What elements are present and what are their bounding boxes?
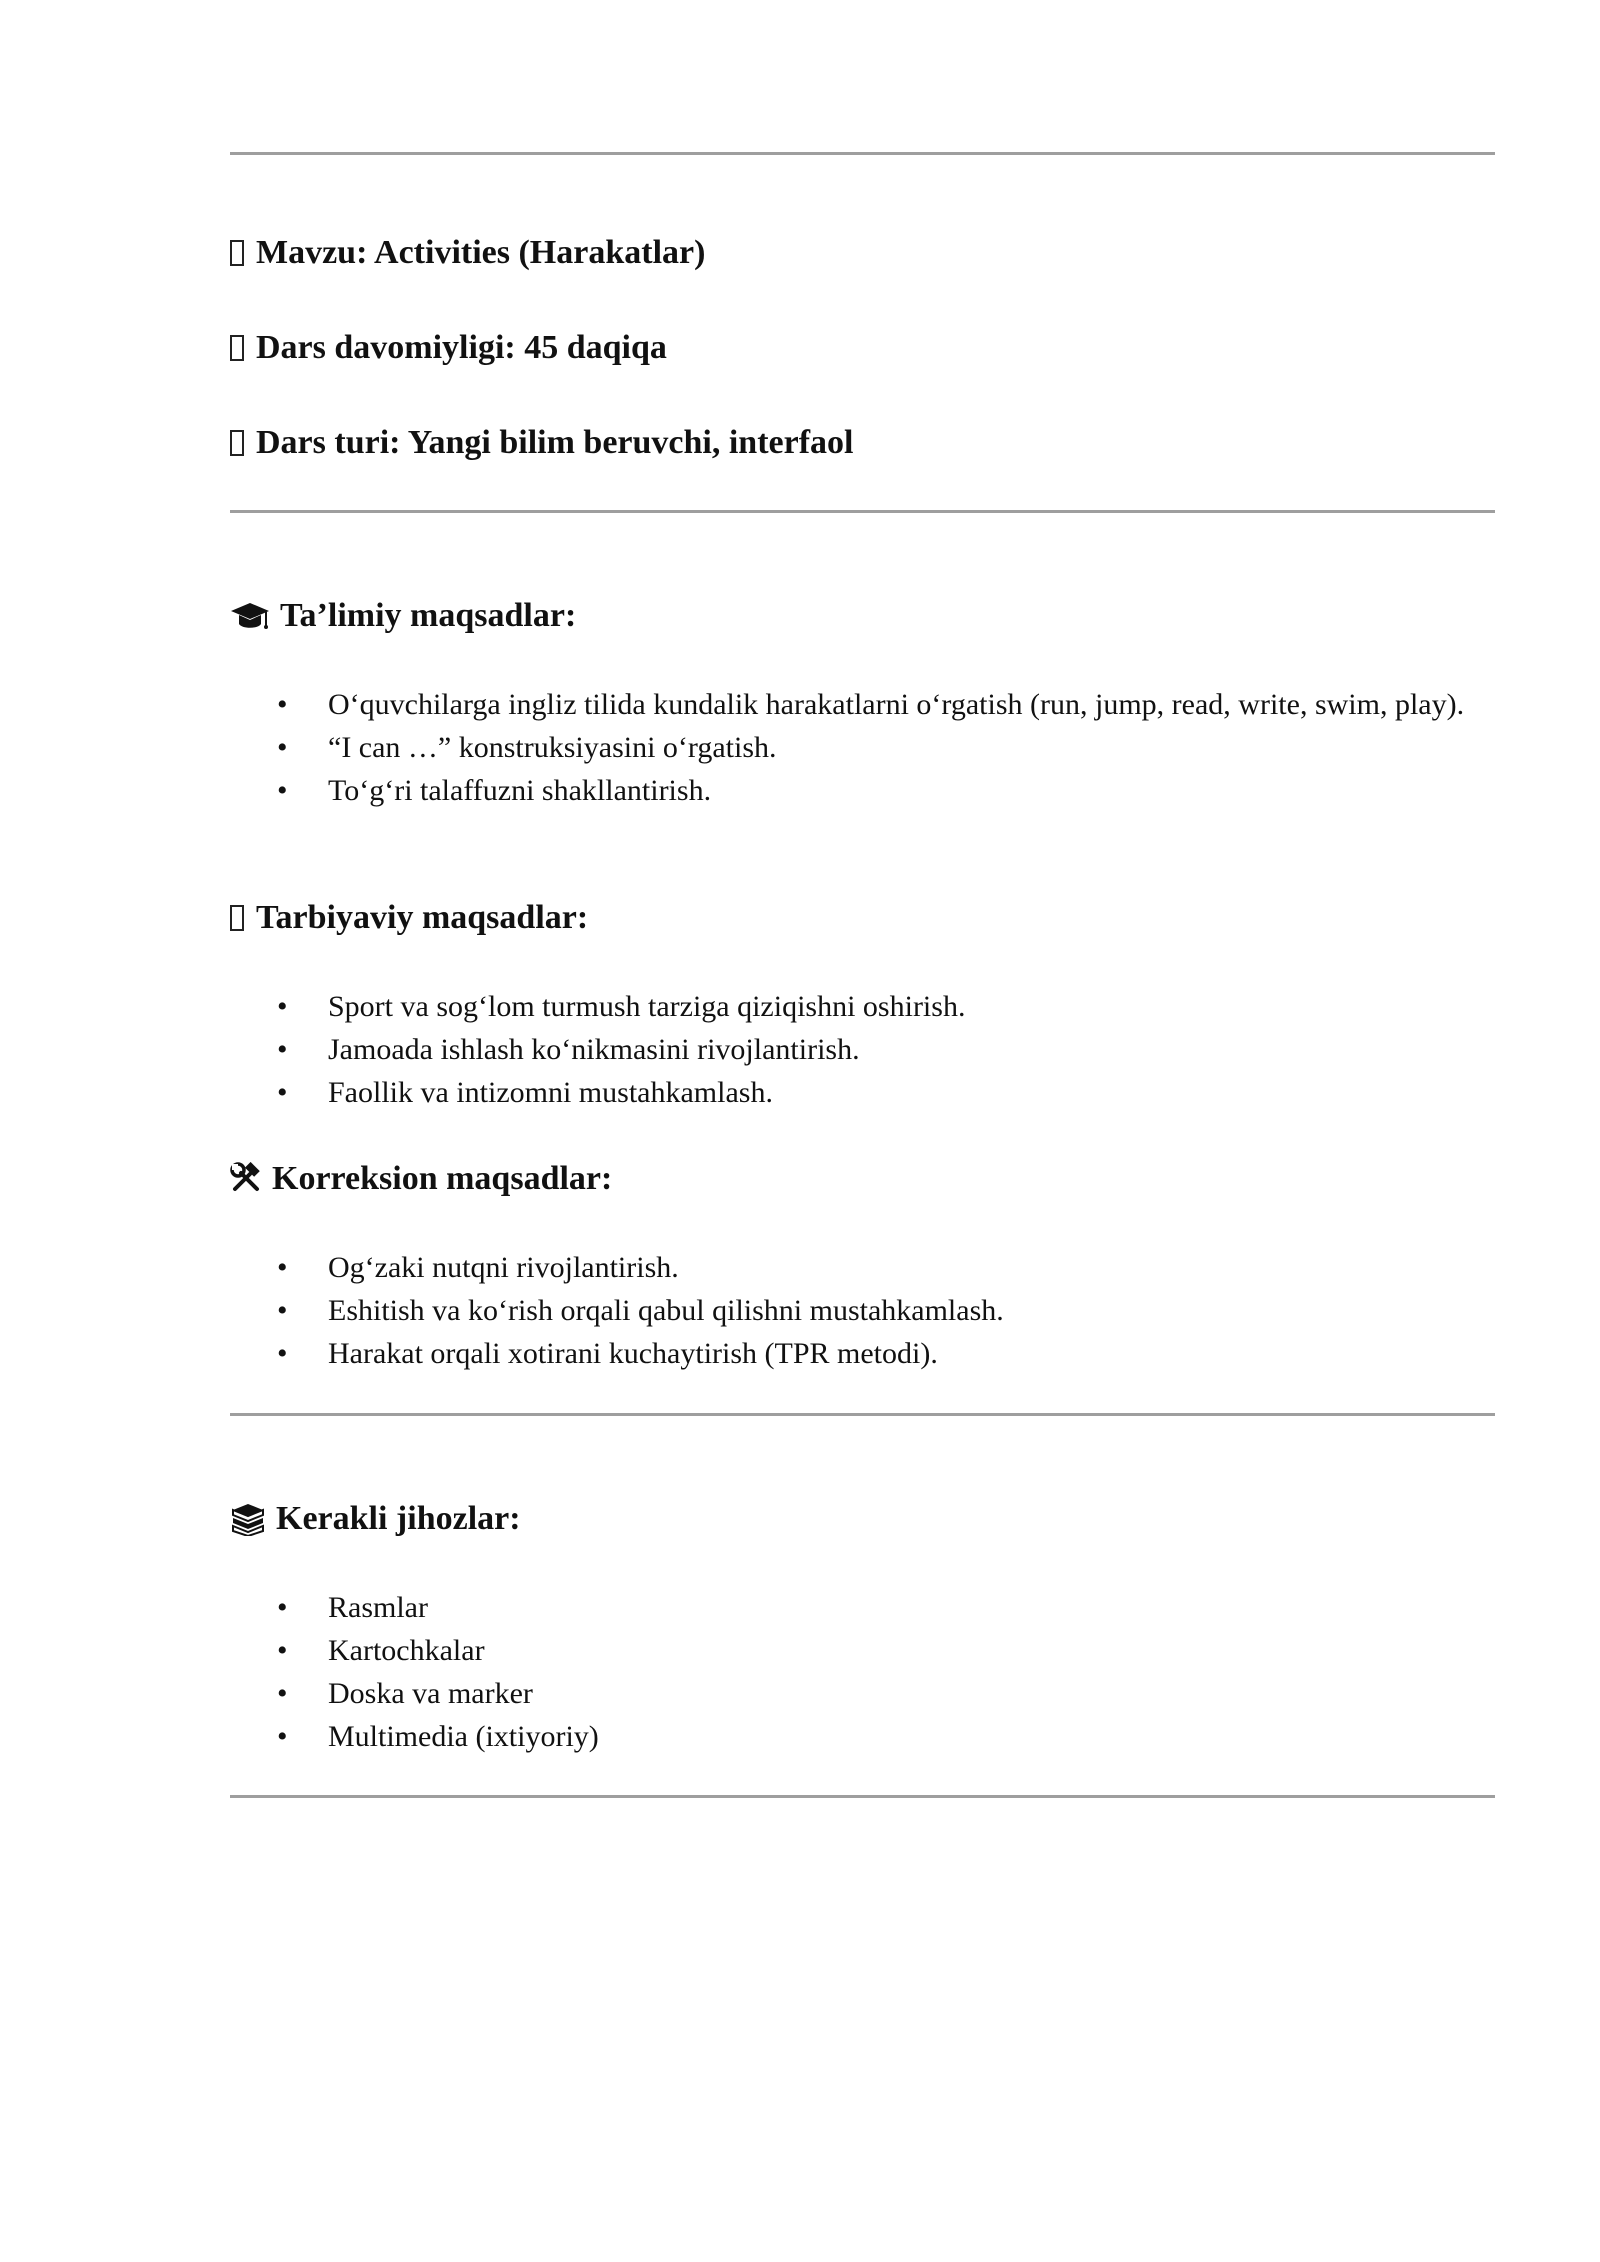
bullet: •: [277, 774, 288, 807]
list-item: [230, 985, 1495, 1028]
list-item: [230, 683, 1495, 726]
lesson-type-text: Dars turi: Yangi bilim beruvchi, interfaol: [256, 424, 854, 461]
list-item-text: Kartochkalar: [328, 1634, 485, 1667]
graduation-cap-icon: [230, 599, 270, 633]
list-item-text: Eshitish va ko‘rish orqali qabul qilishni mustahkamlash.: [328, 1294, 1004, 1327]
list-item: [230, 1672, 1495, 1715]
bullet: •: [277, 1033, 288, 1066]
list-item-text: “I can …” konstruksiyasini o‘rgatish.: [328, 731, 777, 764]
missing-glyph-icon: [230, 240, 244, 266]
missing-glyph-icon: [230, 335, 244, 361]
list-item-text: Og‘zaki nutqni rivojlantirish.: [328, 1251, 679, 1284]
list-item: [230, 769, 1495, 812]
section-heading-educational: [230, 596, 576, 636]
bullet: •: [277, 731, 288, 764]
section-heading-correction: [230, 1159, 612, 1199]
list-item-text: Sport va sog‘lom turmush tarziga qiziqishni oshirish.: [328, 990, 966, 1023]
horizontal-rule: [230, 1413, 1495, 1416]
books-icon: [230, 1502, 266, 1536]
bullet: •: [277, 1634, 288, 1667]
bullet: •: [277, 1251, 288, 1284]
bullet: •: [277, 1337, 288, 1370]
section-heading-upbringing: [230, 898, 588, 938]
list-item: [230, 1289, 1495, 1332]
section-title: Kerakli jihozlar:: [276, 1500, 521, 1537]
list-item-text: Multimedia (ixtiyoriy): [328, 1720, 599, 1753]
correction-goals-list: [230, 1246, 1495, 1375]
upbringing-goals-list: [230, 985, 1495, 1114]
hammer-wrench-icon: [230, 1162, 262, 1196]
missing-glyph-icon: [230, 905, 244, 931]
duration-text: Dars davomiyligi: 45 daqiqa: [256, 329, 667, 366]
bullet: •: [277, 688, 288, 721]
list-item-text: O‘quvchilarga ingliz tilida kundalik harakatlarni o‘rgatish (run, jump, read, write, swim, play).: [328, 688, 1465, 721]
missing-glyph-icon: [230, 430, 244, 456]
list-item: [230, 1332, 1495, 1375]
section-title: Tarbiyaviy maqsadlar:: [256, 899, 589, 936]
educational-goals-list: [230, 683, 1495, 812]
list-item-text: Harakat orqali xotirani kuchaytirish (TPR metodi).: [328, 1337, 938, 1370]
list-item-text: Jamoada ishlash ko‘nikmasini rivojlantirish.: [328, 1033, 860, 1066]
bullet: •: [277, 1720, 288, 1753]
horizontal-rule: [230, 152, 1495, 155]
list-item: [230, 726, 1495, 769]
list-item: [230, 1246, 1495, 1289]
topic-line: [230, 233, 705, 273]
section-title: Ta’limiy maqsadlar:: [280, 597, 577, 634]
equipment-list: [230, 1586, 1495, 1758]
section-heading-equipment: [230, 1499, 521, 1539]
horizontal-rule: [230, 1795, 1495, 1798]
bullet: •: [277, 1591, 288, 1624]
list-item: [230, 1629, 1495, 1672]
topic-text: Mavzu: Activities (Harakatlar): [256, 234, 706, 271]
bullet: •: [277, 1677, 288, 1710]
list-item: [230, 1028, 1495, 1071]
bullet: •: [277, 990, 288, 1023]
list-item-text: To‘g‘ri talaffuzni shakllantirish.: [328, 774, 712, 807]
section-title: Korreksion maqsadlar:: [272, 1160, 613, 1197]
list-item: [230, 1586, 1495, 1629]
duration-line: [230, 328, 667, 368]
bullet: •: [277, 1076, 288, 1109]
list-item-text: Doska va marker: [328, 1677, 533, 1710]
list-item: [230, 1071, 1495, 1114]
horizontal-rule: [230, 510, 1495, 513]
list-item-text: Faollik va intizomni mustahkamlash.: [328, 1076, 773, 1109]
bullet: •: [277, 1294, 288, 1327]
list-item: [230, 1715, 1495, 1758]
lesson-type-line: [230, 423, 854, 463]
list-item-text: Rasmlar: [328, 1591, 428, 1624]
